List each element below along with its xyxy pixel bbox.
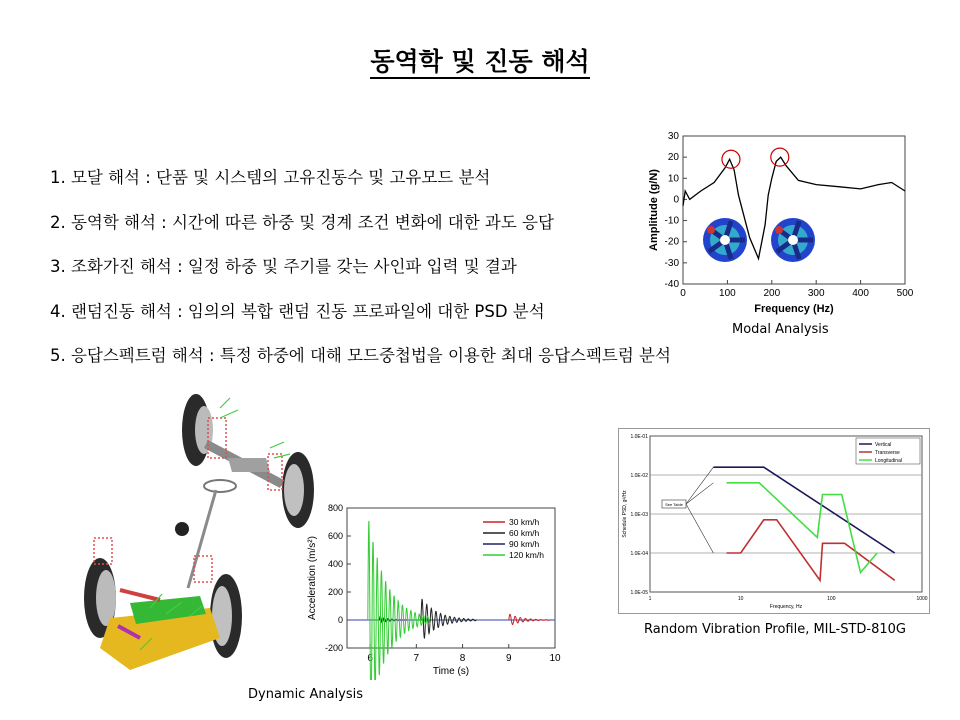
x-axis-label: Frequency (Hz) (754, 303, 834, 315)
see-table-label: See Table (665, 502, 683, 507)
front-axle (182, 394, 314, 528)
vehicle-suspension-illustration (70, 388, 330, 688)
y-tick-label: 0 (673, 194, 679, 206)
list-item: 5. 응답스펙트럼 해석 : 특정 하중에 대해 모드중첩법을 이용한 최대 응답스펙트럼 분석 (50, 346, 671, 365)
mode-shape-hub (788, 235, 798, 245)
x-tick-label: 10 (549, 653, 561, 664)
y-tick-label: 10 (667, 173, 679, 185)
list-item: 2. 동역학 해석 : 시간에 따른 하중 및 경계 조건 변화에 대한 과도 응답 (50, 212, 554, 232)
force-arrows (220, 398, 290, 458)
mode-shape-icon (771, 218, 815, 262)
dynamic-caption: Dynamic Analysis (248, 687, 364, 702)
x-tick-label: 100 (719, 288, 736, 299)
analysis-list (50, 166, 671, 389)
steering-wheel-icon (204, 480, 236, 492)
y-tick-label: 20 (667, 152, 679, 164)
legend-label: 60 km/h (509, 528, 540, 538)
y-tick-label: 1.0E-04 (630, 551, 648, 557)
modal-chart (645, 128, 920, 320)
mode-shape-hub (720, 235, 730, 245)
random-caption: Random Vibration Profile, MIL-STD-810G (644, 622, 906, 637)
mode-shape-hotspot (775, 226, 783, 234)
y-tick-label: 600 (327, 531, 343, 541)
legend-label: 30 km/h (509, 517, 540, 527)
y-tick-label: -40 (664, 279, 679, 290)
list-item: 3. 조화가진 해석 : 일정 하중 및 주기를 갖는 사인파 입력 및 결과 (50, 257, 517, 276)
rear-subframe (84, 538, 242, 670)
y-tick-label: 30 (667, 131, 679, 142)
x-tick-label: 400 (852, 288, 869, 299)
page-title-text: 동역학 및 진동 해석 (370, 47, 589, 79)
x-tick-label: 100 (827, 596, 836, 602)
y-tick-label: -200 (324, 643, 343, 653)
y-tick-label: 1.0E-01 (630, 434, 648, 440)
legend-label: 120 km/h (509, 550, 544, 560)
y-tick-label: -10 (664, 215, 679, 227)
x-axis-label: Frequency, Hz (769, 604, 803, 610)
mass-point (175, 522, 189, 536)
y-tick-label: 1.0E-02 (630, 473, 648, 479)
x-tick-label: 200 (763, 288, 781, 299)
y-tick-label: 200 (327, 587, 343, 597)
x-tick-label: 0 (680, 288, 686, 299)
x-axis-label: Time (s) (432, 666, 470, 677)
y-tick-label: 1.0E-05 (630, 590, 648, 596)
y-tick-label: 0 (337, 615, 343, 625)
wheel-icon (96, 570, 116, 626)
page-title (0, 42, 960, 78)
random-chart (618, 428, 930, 614)
y-tick-label: 1.0E-03 (630, 512, 648, 518)
axle-bracket (228, 458, 270, 472)
mode-shape-hotspot (707, 226, 715, 234)
link (120, 590, 160, 600)
y-axis-label: Schedule PSD, g²/Hz (622, 490, 628, 538)
wheel-icon (284, 464, 304, 516)
steering-column (188, 490, 216, 588)
x-tick-label: 1000 (916, 596, 928, 602)
x-tick-label: 500 (896, 288, 914, 299)
x-tick-label: 1 (648, 596, 652, 602)
y-axis-label: Acceleration (m/s²) (307, 536, 318, 620)
legend-label: Longitudinal (875, 458, 902, 464)
legend-label: 90 km/h (509, 539, 540, 549)
x-tick-label: 7 (413, 653, 420, 664)
mode-shape-icon (703, 218, 747, 262)
list-item: 4. 랜덤진동 해석 : 임의의 복합 랜덤 진동 프로파일에 대한 PSD 분석 (50, 301, 545, 321)
x-tick-label: 9 (505, 653, 512, 664)
steering (175, 480, 236, 588)
x-tick-label: 6 (367, 653, 373, 664)
dynamic-chart (305, 500, 565, 680)
x-tick-label: 8 (459, 653, 466, 664)
modal-caption: Modal Analysis (732, 322, 829, 337)
y-axis-label: Amplitude (g/N) (648, 169, 660, 251)
legend-label: Transverse (875, 450, 900, 456)
x-tick-label: 300 (807, 288, 825, 299)
y-tick-label: 800 (327, 503, 343, 513)
y-tick-label: -30 (664, 257, 679, 269)
y-tick-label: -20 (664, 236, 679, 248)
legend-label: Vertical (875, 442, 892, 448)
x-tick-label: 10 (737, 596, 744, 602)
list-item: 1. 모달 해석 : 단품 및 시스템의 고유진동수 및 고유모드 분석 (50, 168, 491, 187)
y-tick-label: 400 (327, 559, 343, 569)
